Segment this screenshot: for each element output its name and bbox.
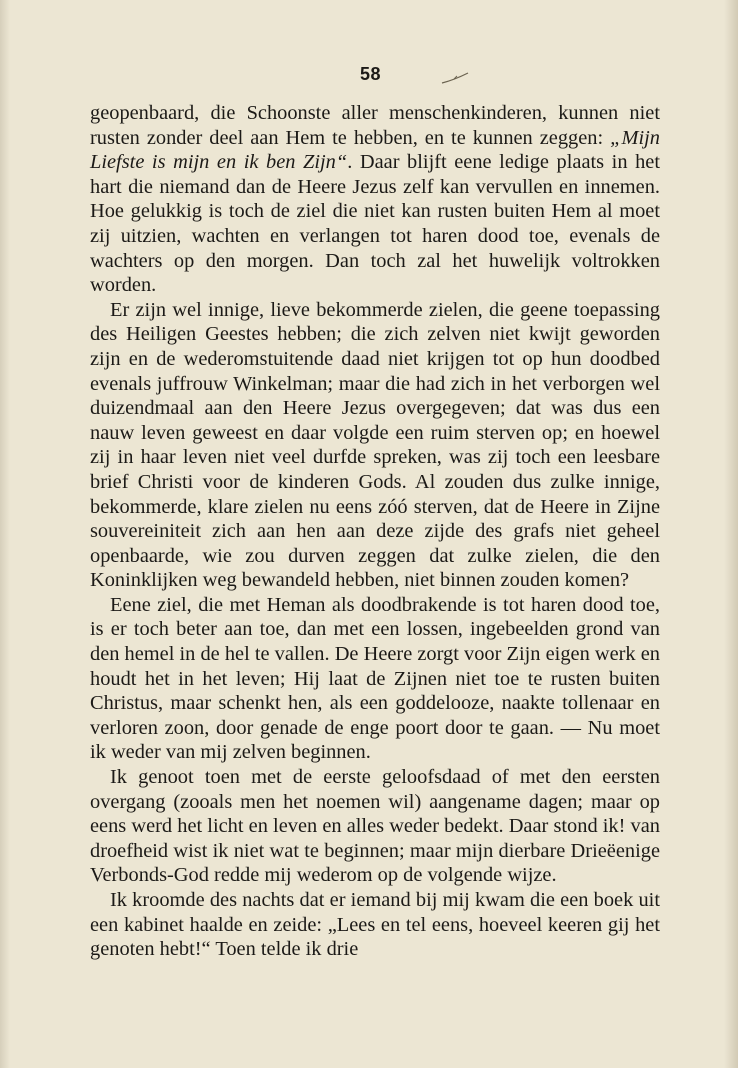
paragraph: geopenbaard, die Schoonste aller menschenkinderen, kunnen niet rusten zonder deel aan Hem te hebben, en te kunnen zeggen: „Mijn Liefste is mijn en ik ben Zijn“. Daar blijft eene ledige plaats in het hart die niemand dan de Heere Jezus zelf kan vervullen en innemen. Hoe gelukkig is toch de ziel die niet kan rusten buiten Hem al moet zij uitzien, wachten en verlangen tot haren dood toe, evenals de wachters op den morgen. Dan toch zal het huwelijk voltrokken worden. [90,102,660,297]
page-number: 58 [360,64,382,84]
italic-quote: „Mijn Liefste is mijn en ik ben Zijn“ [90,126,660,174]
paragraph: Eene ziel, die met Heman als doodbrakende is tot haren dood toe, is er toch beter aan toe, dan met een lossen, ingebeelden grond van den hemel in de hel te vallen. De Heere zorgt voor Zijn eigen werk en houdt het in het leven; Hij laat de Zijnen niet toe te rusten buiten Christus, maar schenkt hen, als een goddelooze, naakte tollenaar en verloren zoon, door genade de enge poort door te gaan. — Nu moet ik weder van mij zelven beginnen. [90,593,660,764]
body-text [90,101,660,962]
pencil-mark [440,70,470,86]
paragraph: Ik kroomde des nachts dat er iemand bij mij kwam die een boek uit een kabinet haalde en zeide: „Lees en tel eens, hoeveel keeren gij het genoten hebt!“ Toen telde ik drie [90,889,660,961]
paragraph: Er zijn wel innige, lieve bekommerde zielen, die geene toepassing des Heiligen Geestes hebben; die zich zelven niet kwijt geworden zijn en de wederomstuitende daad niet krijgen tot op hun doodbed evenals juffrouw Winkelman; maar die had zich in het verborgen wel duizendmaal aan den Heere Jezus overgegeven; dat was dus een nauw leven geweest en daar volgde een ruim sterven op; en hoewel zij in haar leven niet veel durfde spreken, was zij toch een leesbare brief Christi voor de kinderen Gods. Al zouden dus zulke innige, bekommerde, klare zielen nu eens zóó sterven, dat de Heere in Zijne souvereiniteit zich aan hen aan deze zijde des grafs niet geheel openbaarde, wie zou durven zeggen dat zulke zielen, die den Koninklijken weg bewandeld hebben, niet binnen zouden komen? [90,298,660,592]
paragraph: Ik genoot toen met de eerste geloofsdaad of met den eersten overgang (zooals men het noemen wil) aangename dagen; maar op eens werd het licht en leven en alles weder bedekt. Daar stond ik! van droefheid wist ik niet wat te beginnen; maar mijn dierbare Drieëenige Verbonds-God redde mij wederom op de volgende wijze. [90,766,660,887]
